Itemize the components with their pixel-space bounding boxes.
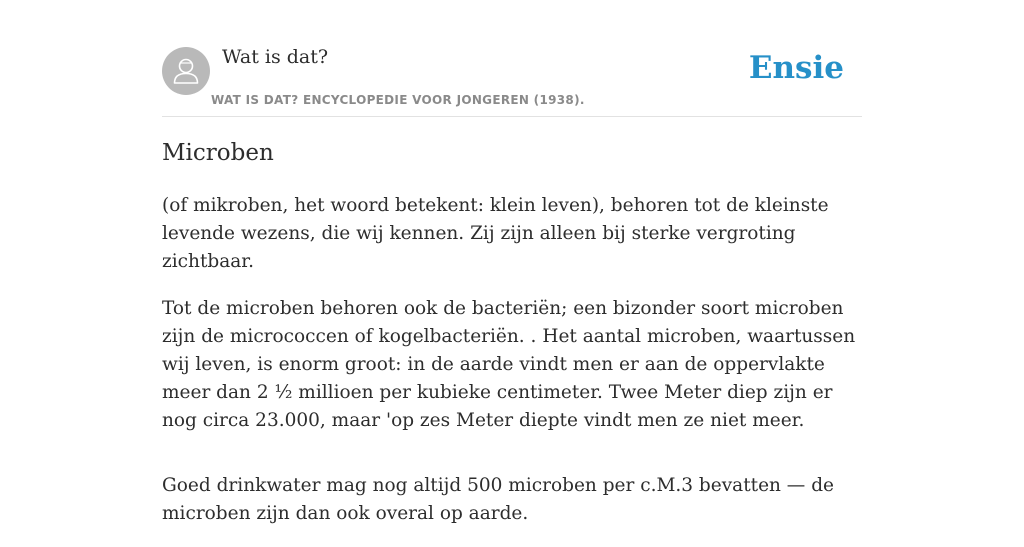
article-paragraph: Goed drinkwater mag nog altijd 500 microben per c.M.3 bevatten — de microben zijn dan ook overal op aarde. bbox=[162, 475, 834, 524]
article-title: Microben bbox=[162, 140, 274, 166]
brand-logo[interactable]: Ensie bbox=[748, 50, 844, 86]
article-body bbox=[162, 192, 867, 547]
header bbox=[162, 44, 862, 117]
article-paragraph: (of mikroben, het woord betekent: klein leven), behoren tot de kleinste levende wezens, die wij kennen. Zij zijn alleen bij sterke vergroting zichtbaar. bbox=[162, 195, 829, 272]
article-paragraph: Tot de microben behoren ook de bacteriën; een bizonder soort microben zijn de micrococcen of kogelbacteriën. . Het aantal microben, waartussen wij leven, is enorm groot: in de aarde vindt men er aan de oppervlakte meer dan 2 ½ millioen per kubieke centimeter. Twee Meter diep zijn er nog circa 23.000, maar 'op zes Meter diepte vindt men ze niet meer. bbox=[162, 298, 856, 431]
source-title[interactable]: WAT IS DAT? ENCYCLOPEDIE VOOR JONGEREN (1938). bbox=[211, 93, 585, 107]
avatar[interactable] bbox=[162, 47, 210, 95]
user-icon bbox=[162, 47, 210, 95]
site-name[interactable]: Wat is dat? bbox=[222, 46, 329, 68]
